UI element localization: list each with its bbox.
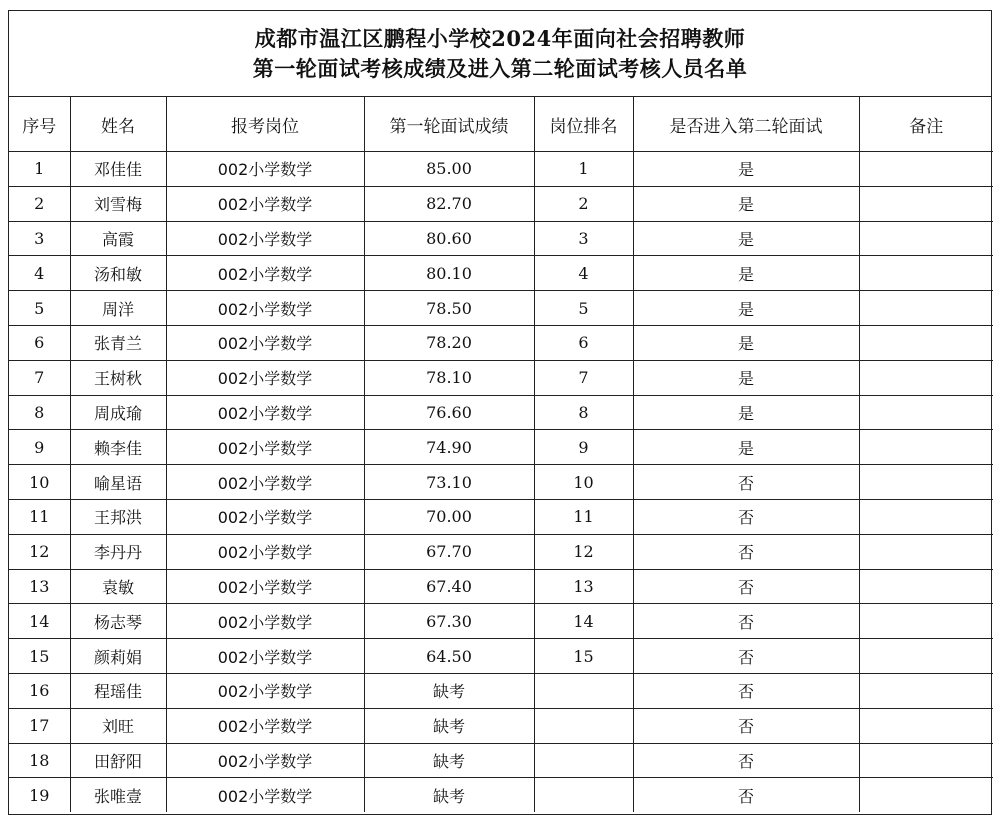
page-title-line-1: 成都市温江区鹏程小学校2024年面向社会招聘教师: [254, 25, 746, 51]
cell-remark: [859, 534, 993, 569]
cell-seq: 17: [9, 708, 70, 743]
cell-seq: 7: [9, 360, 70, 395]
cell-seq: 12: [9, 534, 70, 569]
table-row: [9, 430, 993, 465]
cell-remark: [859, 604, 993, 639]
cell-name: 刘雪梅: [70, 186, 166, 221]
cell-seq: 4: [9, 256, 70, 291]
cell-name: 邓佳佳: [70, 152, 166, 187]
cell-remark: [859, 708, 993, 743]
cell-name: 颜莉娟: [70, 639, 166, 674]
cell-score: 缺考: [364, 708, 534, 743]
header-advance: 是否进入第二轮面试: [633, 97, 859, 152]
cell-rank: 10: [534, 465, 633, 500]
cell-seq: 11: [9, 499, 70, 534]
cell-name: 汤和敏: [70, 256, 166, 291]
cell-rank: [534, 743, 633, 778]
table-row: [9, 465, 993, 500]
cell-position: 002小学数学: [166, 152, 364, 187]
cell-rank: 14: [534, 604, 633, 639]
cell-score: 67.70: [364, 534, 534, 569]
cell-advance: 否: [633, 534, 859, 569]
table-row: [9, 291, 993, 326]
cell-remark: [859, 152, 993, 187]
cell-remark: [859, 673, 993, 708]
cell-name: 周成瑜: [70, 395, 166, 430]
cell-score: 78.10: [364, 360, 534, 395]
cell-position: 002小学数学: [166, 325, 364, 360]
cell-position: 002小学数学: [166, 430, 364, 465]
cell-advance: 是: [633, 186, 859, 221]
cell-score: 73.10: [364, 465, 534, 500]
cell-score: 67.40: [364, 569, 534, 604]
cell-name: 张青兰: [70, 325, 166, 360]
cell-score: 67.30: [364, 604, 534, 639]
table-row: [9, 186, 993, 221]
cell-position: 002小学数学: [166, 743, 364, 778]
table-row: [9, 395, 993, 430]
cell-seq: 13: [9, 569, 70, 604]
cell-score: 缺考: [364, 743, 534, 778]
cell-score: 76.60: [364, 395, 534, 430]
cell-remark: [859, 743, 993, 778]
cell-advance: 是: [633, 256, 859, 291]
cell-seq: 2: [9, 186, 70, 221]
table-row: [9, 743, 993, 778]
cell-position: 002小学数学: [166, 534, 364, 569]
cell-name: 李丹丹: [70, 534, 166, 569]
table-row: [9, 152, 993, 187]
cell-score: 80.10: [364, 256, 534, 291]
table-row: [9, 256, 993, 291]
cell-score: 80.60: [364, 221, 534, 256]
cell-advance: 否: [633, 743, 859, 778]
cell-score: 78.20: [364, 325, 534, 360]
cell-position: 002小学数学: [166, 360, 364, 395]
cell-position: 002小学数学: [166, 186, 364, 221]
cell-advance: 否: [633, 639, 859, 674]
table-body: [9, 152, 993, 813]
cell-name: 程瑶佳: [70, 673, 166, 708]
cell-seq: 5: [9, 291, 70, 326]
results-table: [9, 97, 993, 812]
title-block: [9, 11, 991, 97]
cell-remark: [859, 499, 993, 534]
cell-score: 85.00: [364, 152, 534, 187]
table-row: [9, 778, 993, 812]
table-row: [9, 499, 993, 534]
cell-position: 002小学数学: [166, 291, 364, 326]
cell-rank: [534, 778, 633, 812]
table-row: [9, 360, 993, 395]
cell-remark: [859, 291, 993, 326]
cell-name: 高霞: [70, 221, 166, 256]
cell-rank: 15: [534, 639, 633, 674]
table-row: [9, 534, 993, 569]
cell-position: 002小学数学: [166, 465, 364, 500]
results-sheet: [8, 10, 992, 815]
header-score: 第一轮面试成绩: [364, 97, 534, 152]
cell-remark: [859, 465, 993, 500]
table-row: [9, 639, 993, 674]
header-rank: 岗位排名: [534, 97, 633, 152]
table-row: [9, 604, 993, 639]
cell-name: 张唯壹: [70, 778, 166, 812]
cell-rank: 12: [534, 534, 633, 569]
cell-position: 002小学数学: [166, 673, 364, 708]
cell-name: 王邦洪: [70, 499, 166, 534]
cell-rank: 5: [534, 291, 633, 326]
cell-seq: 10: [9, 465, 70, 500]
cell-score: 70.00: [364, 499, 534, 534]
cell-score: 64.50: [364, 639, 534, 674]
table-row: [9, 673, 993, 708]
cell-rank: [534, 708, 633, 743]
cell-rank: 4: [534, 256, 633, 291]
cell-advance: 是: [633, 360, 859, 395]
cell-position: 002小学数学: [166, 395, 364, 430]
cell-rank: 1: [534, 152, 633, 187]
cell-advance: 否: [633, 778, 859, 812]
cell-seq: 14: [9, 604, 70, 639]
cell-position: 002小学数学: [166, 569, 364, 604]
cell-rank: 8: [534, 395, 633, 430]
cell-remark: [859, 569, 993, 604]
cell-remark: [859, 430, 993, 465]
header-name: 姓名: [70, 97, 166, 152]
cell-position: 002小学数学: [166, 221, 364, 256]
cell-rank: 13: [534, 569, 633, 604]
cell-rank: [534, 673, 633, 708]
cell-seq: 3: [9, 221, 70, 256]
cell-name: 周洋: [70, 291, 166, 326]
cell-remark: [859, 325, 993, 360]
table-row: [9, 708, 993, 743]
cell-rank: 9: [534, 430, 633, 465]
header-remark: 备注: [859, 97, 993, 152]
cell-advance: 否: [633, 673, 859, 708]
cell-advance: 否: [633, 499, 859, 534]
cell-rank: 11: [534, 499, 633, 534]
cell-seq: 18: [9, 743, 70, 778]
cell-score: 78.50: [364, 291, 534, 326]
cell-seq: 19: [9, 778, 70, 812]
cell-position: 002小学数学: [166, 604, 364, 639]
cell-remark: [859, 186, 993, 221]
page-title-line-2: 第一轮面试考核成绩及进入第二轮面试考核人员名单: [252, 55, 748, 81]
cell-name: 喻星语: [70, 465, 166, 500]
table-row: [9, 221, 993, 256]
cell-seq: 6: [9, 325, 70, 360]
cell-position: 002小学数学: [166, 778, 364, 812]
cell-name: 王树秋: [70, 360, 166, 395]
cell-advance: 否: [633, 708, 859, 743]
cell-rank: 3: [534, 221, 633, 256]
cell-advance: 是: [633, 395, 859, 430]
cell-remark: [859, 778, 993, 812]
cell-remark: [859, 221, 993, 256]
cell-remark: [859, 395, 993, 430]
cell-remark: [859, 256, 993, 291]
cell-advance: 是: [633, 152, 859, 187]
cell-remark: [859, 639, 993, 674]
cell-score: 缺考: [364, 778, 534, 812]
cell-advance: 是: [633, 221, 859, 256]
cell-remark: [859, 360, 993, 395]
cell-seq: 15: [9, 639, 70, 674]
cell-advance: 否: [633, 465, 859, 500]
cell-name: 杨志琴: [70, 604, 166, 639]
cell-score: 82.70: [364, 186, 534, 221]
cell-name: 袁敏: [70, 569, 166, 604]
header-position: 报考岗位: [166, 97, 364, 152]
cell-score: 缺考: [364, 673, 534, 708]
cell-advance: 否: [633, 569, 859, 604]
cell-seq: 8: [9, 395, 70, 430]
cell-name: 赖李佳: [70, 430, 166, 465]
cell-rank: 6: [534, 325, 633, 360]
cell-seq: 9: [9, 430, 70, 465]
header-seq: 序号: [9, 97, 70, 152]
cell-name: 刘旺: [70, 708, 166, 743]
cell-advance: 是: [633, 291, 859, 326]
cell-position: 002小学数学: [166, 639, 364, 674]
table-row: [9, 569, 993, 604]
cell-advance: 是: [633, 325, 859, 360]
cell-rank: 7: [534, 360, 633, 395]
cell-position: 002小学数学: [166, 256, 364, 291]
cell-name: 田舒阳: [70, 743, 166, 778]
cell-position: 002小学数学: [166, 499, 364, 534]
header-row: [9, 97, 993, 152]
cell-position: 002小学数学: [166, 708, 364, 743]
cell-seq: 1: [9, 152, 70, 187]
cell-seq: 16: [9, 673, 70, 708]
cell-rank: 2: [534, 186, 633, 221]
table-row: [9, 325, 993, 360]
cell-advance: 是: [633, 430, 859, 465]
cell-advance: 否: [633, 604, 859, 639]
cell-score: 74.90: [364, 430, 534, 465]
